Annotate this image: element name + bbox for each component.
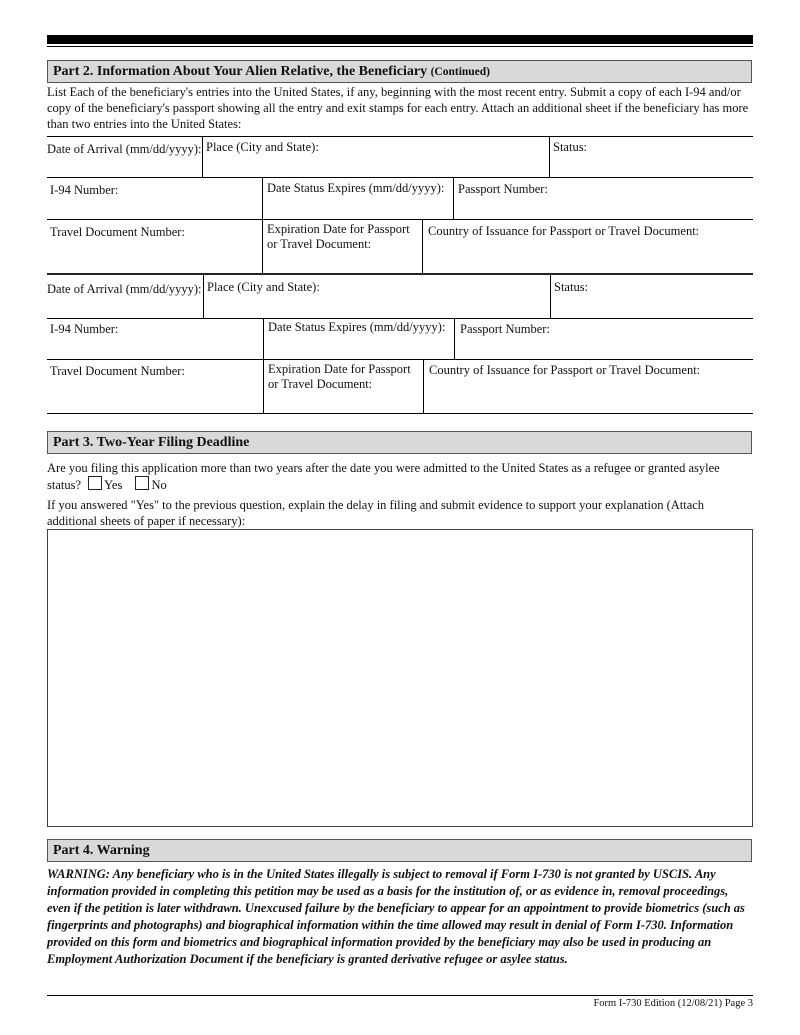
entry1-status-label: Status:	[553, 140, 588, 154]
entry2-place-label: Place (City and State):	[207, 280, 320, 294]
entry2-passport-label: Passport Number:	[460, 322, 550, 336]
entry1-top-line	[47, 136, 753, 137]
footer-rule	[47, 995, 753, 996]
yes-label: Yes	[104, 478, 123, 492]
entry2-country-input[interactable]	[424, 385, 752, 412]
entry1-status-expires-label: Date Status Expires (mm/dd/yyyy):	[267, 181, 445, 195]
entry1-expiration-input[interactable]	[263, 254, 421, 272]
entry2-travel-doc-input[interactable]	[48, 385, 261, 412]
part2-instructions: List Each of the beneficiary's entries into the United States, if any, beginning with the most recent entry. Submit a copy of each I-94 and/or copy of the beneficiary's passport showing all the entry and exit stamps for each entry. Attach an additional sheet if the beneficiary has more than two entries into the United States:	[47, 85, 749, 132]
entry2-i94-label: I-94 Number:	[50, 322, 119, 336]
entry2-travel-doc-label: Travel Document Number:	[50, 364, 185, 378]
divider	[47, 318, 753, 319]
entry2-date-of-arrival-label: Date of Arrival (mm/dd/yyyy):	[47, 282, 202, 296]
entry1-place-label: Place (City and State):	[206, 140, 319, 154]
entry1-passport-input[interactable]	[454, 199, 752, 218]
entry2-place-input[interactable]	[204, 296, 549, 317]
part3-explain-instructions	[47, 497, 753, 529]
no-checkbox[interactable]	[135, 476, 149, 490]
part3-question-line1: Are you filing this application more than two years after the date you were admitted to the United States as a refugee or granted asylee	[47, 461, 720, 475]
entry1-status-expires-input[interactable]	[263, 199, 452, 218]
part3-question-line2: status?	[47, 478, 82, 492]
entry1-country-input[interactable]	[423, 245, 752, 272]
entry1-expiration-label-1: Expiration Date for Passport	[267, 222, 410, 236]
entry2-status-expires-label: Date Status Expires (mm/dd/yyyy):	[268, 320, 446, 334]
entry1-i94-input[interactable]	[48, 199, 260, 218]
footer-text: Form I-730 Edition (12/08/21) Page 3	[593, 998, 753, 1009]
entry2-status-input[interactable]	[551, 296, 752, 317]
entry2-status-label: Status:	[554, 280, 589, 294]
divider	[47, 219, 753, 220]
part2-continued: (Continued)	[430, 66, 491, 78]
part3-question-line2-row	[47, 476, 753, 493]
entry1-travel-doc-label: Travel Document Number:	[50, 225, 185, 239]
entry1-expiration-label-2: or Travel Document:	[267, 237, 372, 251]
entry2-expiration-label-1: Expiration Date for Passport	[268, 362, 411, 376]
entry1-status-input[interactable]	[550, 155, 752, 176]
part3-explain-line2: additional sheets of paper if necessary):	[47, 514, 246, 528]
entry2-expiration-input[interactable]	[264, 394, 422, 412]
divider	[47, 413, 753, 414]
entry1-passport-label: Passport Number:	[458, 182, 548, 196]
no-label: No	[151, 478, 167, 492]
top-rule-thin	[47, 46, 753, 47]
divider	[47, 359, 753, 360]
part3-question	[47, 460, 753, 493]
top-rule	[47, 35, 753, 44]
part4-header	[47, 839, 752, 862]
explanation-textarea[interactable]	[47, 529, 753, 827]
warning-text: WARNING: Any beneficiary who is in the United States illegally is subject to removal if Form I-730 is not granted by USCIS. Any information provided in completing this petition may be used as a basis for the institution of, or as evidence in, removal proceedings, even if the petition is later withdrawn. Unexcused failure by the beneficiary to appear for an appointment to provide biometrics (such as fingerprints and photographs) and biographical information within the time allowed may result in denial of Form I-730. Information provided on this form and biometrics and biographical information provided by the beneficiary may also be used in producing an Employment Authorization Document if the beneficiary is granted derivative refugee or asylee status.	[47, 867, 745, 966]
entry1-country-label: Country of Issuance for Passport or Travel Document:	[428, 224, 700, 238]
entry2-i94-input[interactable]	[48, 339, 261, 358]
entry1-travel-doc-input[interactable]	[48, 245, 260, 272]
entry1-i94-label: I-94 Number:	[50, 183, 119, 197]
part3-explain-line1: If you answered "Yes" to the previous question, explain the delay in filing and submit evidence to support your explanation (Attach	[47, 498, 705, 512]
part2-title: Part 2. Information About Your Alien Relative, the Beneficiary	[53, 64, 428, 79]
part4-title: Part 4. Warning	[53, 843, 150, 858]
part3-header	[47, 431, 752, 454]
entry1-date-of-arrival-label: Date of Arrival (mm/dd/yyyy):	[47, 142, 202, 156]
part2-header	[47, 60, 752, 83]
entry2-passport-input[interactable]	[455, 339, 752, 358]
entry2-status-expires-input[interactable]	[264, 339, 453, 358]
entry2-country-label: Country of Issuance for Passport or Travel Document:	[429, 363, 701, 377]
yes-checkbox[interactable]	[88, 476, 102, 490]
entry1-place-input[interactable]	[203, 155, 548, 176]
part3-title: Part 3. Two-Year Filing Deadline	[53, 435, 250, 450]
divider	[47, 177, 753, 178]
entry2-top-line	[47, 273, 753, 275]
entry2-expiration-label-2: or Travel Document:	[268, 377, 373, 391]
